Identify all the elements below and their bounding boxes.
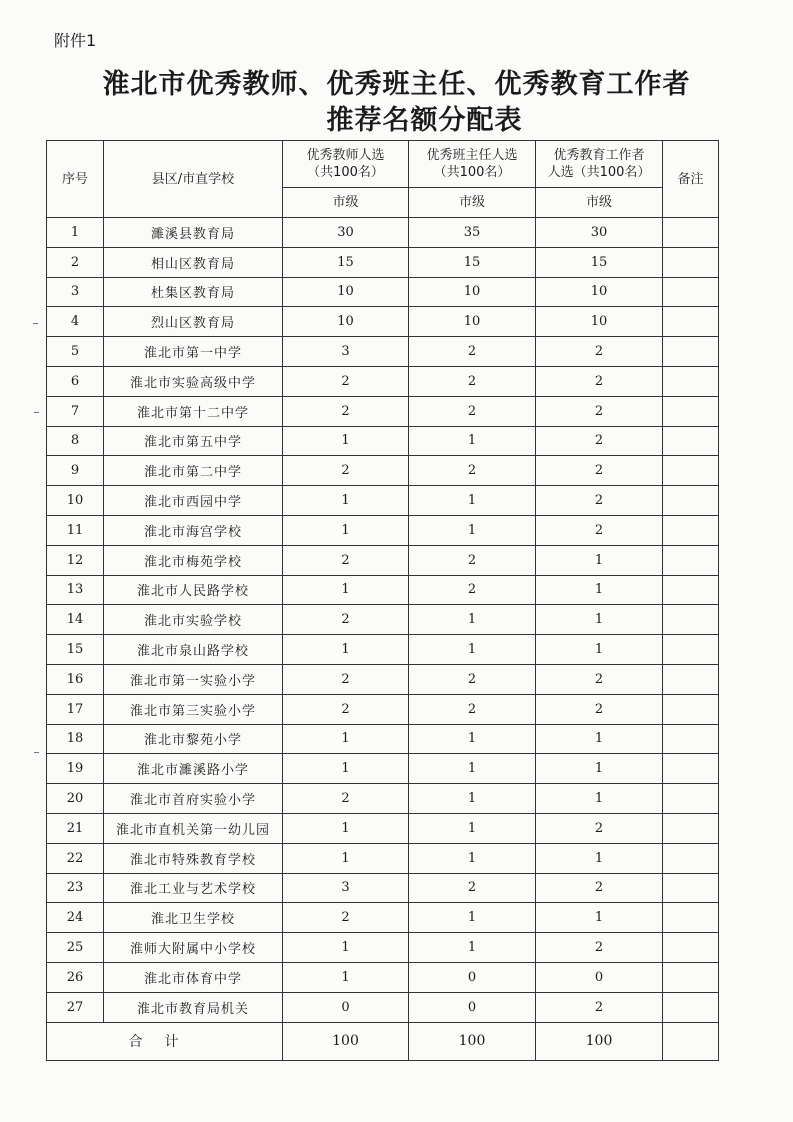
table-row [47,843,719,873]
total-row [47,1022,719,1060]
table-row [47,635,719,665]
row-unit: 相山区教育局 [104,247,283,277]
row-seq: 25 [47,933,104,963]
table-row [47,784,719,814]
table-row [47,962,719,992]
row-seq: 19 [47,754,104,784]
row-head-teacher-count: 1 [409,903,536,933]
row-unit: 淮北市直机关第一幼儿园 [104,813,283,843]
row-worker-count: 1 [536,724,663,754]
row-worker-count: 2 [536,694,663,724]
row-teacher-count: 2 [283,605,409,635]
row-head-teacher-count: 2 [409,337,536,367]
row-seq: 20 [47,784,104,814]
row-teacher-count: 2 [283,456,409,486]
row-seq: 26 [47,962,104,992]
row-unit: 淮北市第一中学 [104,337,283,367]
row-teacher-count: 1 [283,843,409,873]
row-seq: 12 [47,545,104,575]
row-head-teacher-count: 2 [409,664,536,694]
row-remark [663,843,719,873]
row-worker-count: 1 [536,575,663,605]
row-worker-count: 2 [536,486,663,516]
row-worker-count: 2 [536,813,663,843]
header-worker: 优秀教育工作者 人选（共100名） [536,141,663,188]
row-remark [663,426,719,456]
row-teacher-count: 30 [283,218,409,248]
table-row [47,456,719,486]
row-worker-count: 15 [536,247,663,277]
row-remark [663,724,719,754]
row-unit: 淮北市梅苑学校 [104,545,283,575]
row-remark [663,575,719,605]
row-remark [663,456,719,486]
table-row [47,247,719,277]
table-row [47,575,719,605]
row-remark [663,218,719,248]
row-seq: 3 [47,277,104,307]
row-remark [663,307,719,337]
row-head-teacher-count: 1 [409,813,536,843]
header-teacher: 优秀教师人选 （共100名） [283,141,409,188]
row-unit: 淮北工业与艺术学校 [104,873,283,903]
row-teacher-count: 1 [283,962,409,992]
row-unit: 淮北市特殊教育学校 [104,843,283,873]
row-seq: 21 [47,813,104,843]
row-unit: 淮北市泉山路学校 [104,635,283,665]
row-head-teacher-count: 1 [409,784,536,814]
row-teacher-count: 1 [283,724,409,754]
header-seq: 序号 [47,141,104,218]
row-teacher-count: 1 [283,933,409,963]
row-seq: 10 [47,486,104,516]
table-row [47,813,719,843]
row-remark [663,903,719,933]
row-worker-count: 2 [536,366,663,396]
row-remark [663,754,719,784]
row-teacher-count: 1 [283,635,409,665]
row-head-teacher-count: 1 [409,754,536,784]
row-unit: 淮北市人民路学校 [104,575,283,605]
row-seq: 18 [47,724,104,754]
table-row [47,933,719,963]
row-worker-count: 2 [536,396,663,426]
row-unit: 淮北市第二中学 [104,456,283,486]
table-row [47,605,719,635]
total-head-teacher: 100 [409,1022,536,1060]
row-remark [663,247,719,277]
row-worker-count: 1 [536,605,663,635]
row-unit: 淮北市首府实验小学 [104,784,283,814]
row-worker-count: 10 [536,277,663,307]
row-remark [663,486,719,516]
row-remark [663,813,719,843]
row-teacher-count: 1 [283,754,409,784]
table-row [47,337,719,367]
row-head-teacher-count: 1 [409,724,536,754]
table-row [47,486,719,516]
row-remark [663,337,719,367]
row-unit: 淮师大附属中小学校 [104,933,283,963]
row-worker-count: 2 [536,337,663,367]
row-teacher-count: 2 [283,903,409,933]
row-unit: 淮北卫生学校 [104,903,283,933]
row-head-teacher-count: 10 [409,277,536,307]
row-teacher-count: 2 [283,545,409,575]
row-unit: 淮北市第五中学 [104,426,283,456]
row-worker-count: 2 [536,873,663,903]
total-worker: 100 [536,1022,663,1060]
table-row [47,307,719,337]
row-remark [663,784,719,814]
row-head-teacher-count: 2 [409,396,536,426]
row-unit: 淮北市海宫学校 [104,515,283,545]
row-seq: 9 [47,456,104,486]
row-remark [663,873,719,903]
row-head-teacher-count: 2 [409,545,536,575]
row-seq: 14 [47,605,104,635]
row-worker-count: 2 [536,515,663,545]
row-head-teacher-count: 2 [409,575,536,605]
row-head-teacher-count: 1 [409,515,536,545]
row-remark [663,605,719,635]
table-row [47,992,719,1022]
total-remark [663,1022,719,1060]
attachment-label: 附件1 [54,31,97,50]
row-seq: 24 [47,903,104,933]
table-row [47,724,719,754]
row-remark [663,664,719,694]
header-unit: 县区/市直学校 [104,141,283,218]
row-unit: 淮北市教育局机关 [104,992,283,1022]
row-worker-count: 2 [536,933,663,963]
row-seq: 7 [47,396,104,426]
table-row [47,515,719,545]
document-title-line2: 推荐名额分配表 [326,105,523,136]
row-teacher-count: 3 [283,873,409,903]
row-remark [663,933,719,963]
row-teacher-count: 2 [283,366,409,396]
row-unit: 淮北市第十二中学 [104,396,283,426]
row-worker-count: 1 [536,545,663,575]
row-head-teacher-count: 1 [409,635,536,665]
header-remark: 备注 [663,141,719,218]
total-teacher: 100 [283,1022,409,1060]
row-unit: 淮北市黎苑小学 [104,724,283,754]
table-row [47,366,719,396]
table-row [47,754,719,784]
row-unit: 淮北市西园中学 [104,486,283,516]
row-unit: 淮北市第三实验小学 [104,694,283,724]
row-teacher-count: 2 [283,396,409,426]
row-teacher-count: 2 [283,664,409,694]
table-row [47,396,719,426]
document-title-line1: 淮北市优秀教师、优秀班主任、优秀教育工作者 [102,69,691,100]
total-label: 合计 [47,1022,283,1060]
row-worker-count: 0 [536,962,663,992]
table-row [47,903,719,933]
row-teacher-count: 1 [283,813,409,843]
row-head-teacher-count: 1 [409,843,536,873]
row-remark [663,635,719,665]
allocation-table [46,140,719,1061]
row-remark [663,366,719,396]
row-teacher-count: 15 [283,247,409,277]
row-unit: 烈山区教育局 [104,307,283,337]
row-seq: 8 [47,426,104,456]
row-teacher-count: 10 [283,307,409,337]
row-seq: 23 [47,873,104,903]
row-teacher-count: 3 [283,337,409,367]
row-worker-count: 2 [536,992,663,1022]
row-remark [663,515,719,545]
row-remark [663,992,719,1022]
header-level-teacher: 市级 [283,188,409,218]
row-worker-count: 1 [536,784,663,814]
row-head-teacher-count: 2 [409,366,536,396]
table-row [47,545,719,575]
table-row [47,694,719,724]
row-seq: 15 [47,635,104,665]
table-row [47,426,719,456]
row-worker-count: 1 [536,635,663,665]
row-head-teacher-count: 2 [409,694,536,724]
row-teacher-count: 2 [283,694,409,724]
table-row [47,664,719,694]
header-head-teacher: 优秀班主任人选 （共100名） [409,141,536,188]
row-worker-count: 10 [536,307,663,337]
row-seq: 16 [47,664,104,694]
row-head-teacher-count: 15 [409,247,536,277]
row-teacher-count: 2 [283,784,409,814]
row-seq: 6 [47,366,104,396]
row-teacher-count: 1 [283,426,409,456]
row-unit: 淮北市体育中学 [104,962,283,992]
row-unit: 淮北市濉溪路小学 [104,754,283,784]
table-body [47,218,719,1023]
row-head-teacher-count: 2 [409,873,536,903]
row-unit: 淮北市实验高级中学 [104,366,283,396]
row-teacher-count: 1 [283,515,409,545]
row-seq: 1 [47,218,104,248]
row-unit: 濉溪县教育局 [104,218,283,248]
row-teacher-count: 1 [283,575,409,605]
row-head-teacher-count: 1 [409,486,536,516]
row-remark [663,545,719,575]
table-row [47,277,719,307]
row-teacher-count: 0 [283,992,409,1022]
table-row [47,873,719,903]
row-worker-count: 2 [536,426,663,456]
row-remark [663,396,719,426]
table-header [47,141,719,218]
row-worker-count: 1 [536,754,663,784]
row-remark [663,277,719,307]
row-seq: 27 [47,992,104,1022]
row-seq: 22 [47,843,104,873]
row-head-teacher-count: 10 [409,307,536,337]
row-head-teacher-count: 0 [409,962,536,992]
row-seq: 4 [47,307,104,337]
row-head-teacher-count: 1 [409,933,536,963]
row-head-teacher-count: 35 [409,218,536,248]
row-unit: 淮北市第一实验小学 [104,664,283,694]
row-worker-count: 1 [536,903,663,933]
row-seq: 17 [47,694,104,724]
row-teacher-count: 1 [283,486,409,516]
row-unit: 杜集区教育局 [104,277,283,307]
row-worker-count: 1 [536,843,663,873]
row-teacher-count: 10 [283,277,409,307]
row-seq: 13 [47,575,104,605]
row-seq: 5 [47,337,104,367]
row-seq: 2 [47,247,104,277]
row-head-teacher-count: 0 [409,992,536,1022]
header-level-worker: 市级 [536,188,663,218]
row-remark [663,694,719,724]
row-worker-count: 30 [536,218,663,248]
header-level-head-teacher: 市级 [409,188,536,218]
row-worker-count: 2 [536,456,663,486]
row-head-teacher-count: 1 [409,426,536,456]
row-remark [663,962,719,992]
row-seq: 11 [47,515,104,545]
row-head-teacher-count: 1 [409,605,536,635]
row-worker-count: 2 [536,664,663,694]
row-unit: 淮北市实验学校 [104,605,283,635]
table-row [47,218,719,248]
row-head-teacher-count: 2 [409,456,536,486]
